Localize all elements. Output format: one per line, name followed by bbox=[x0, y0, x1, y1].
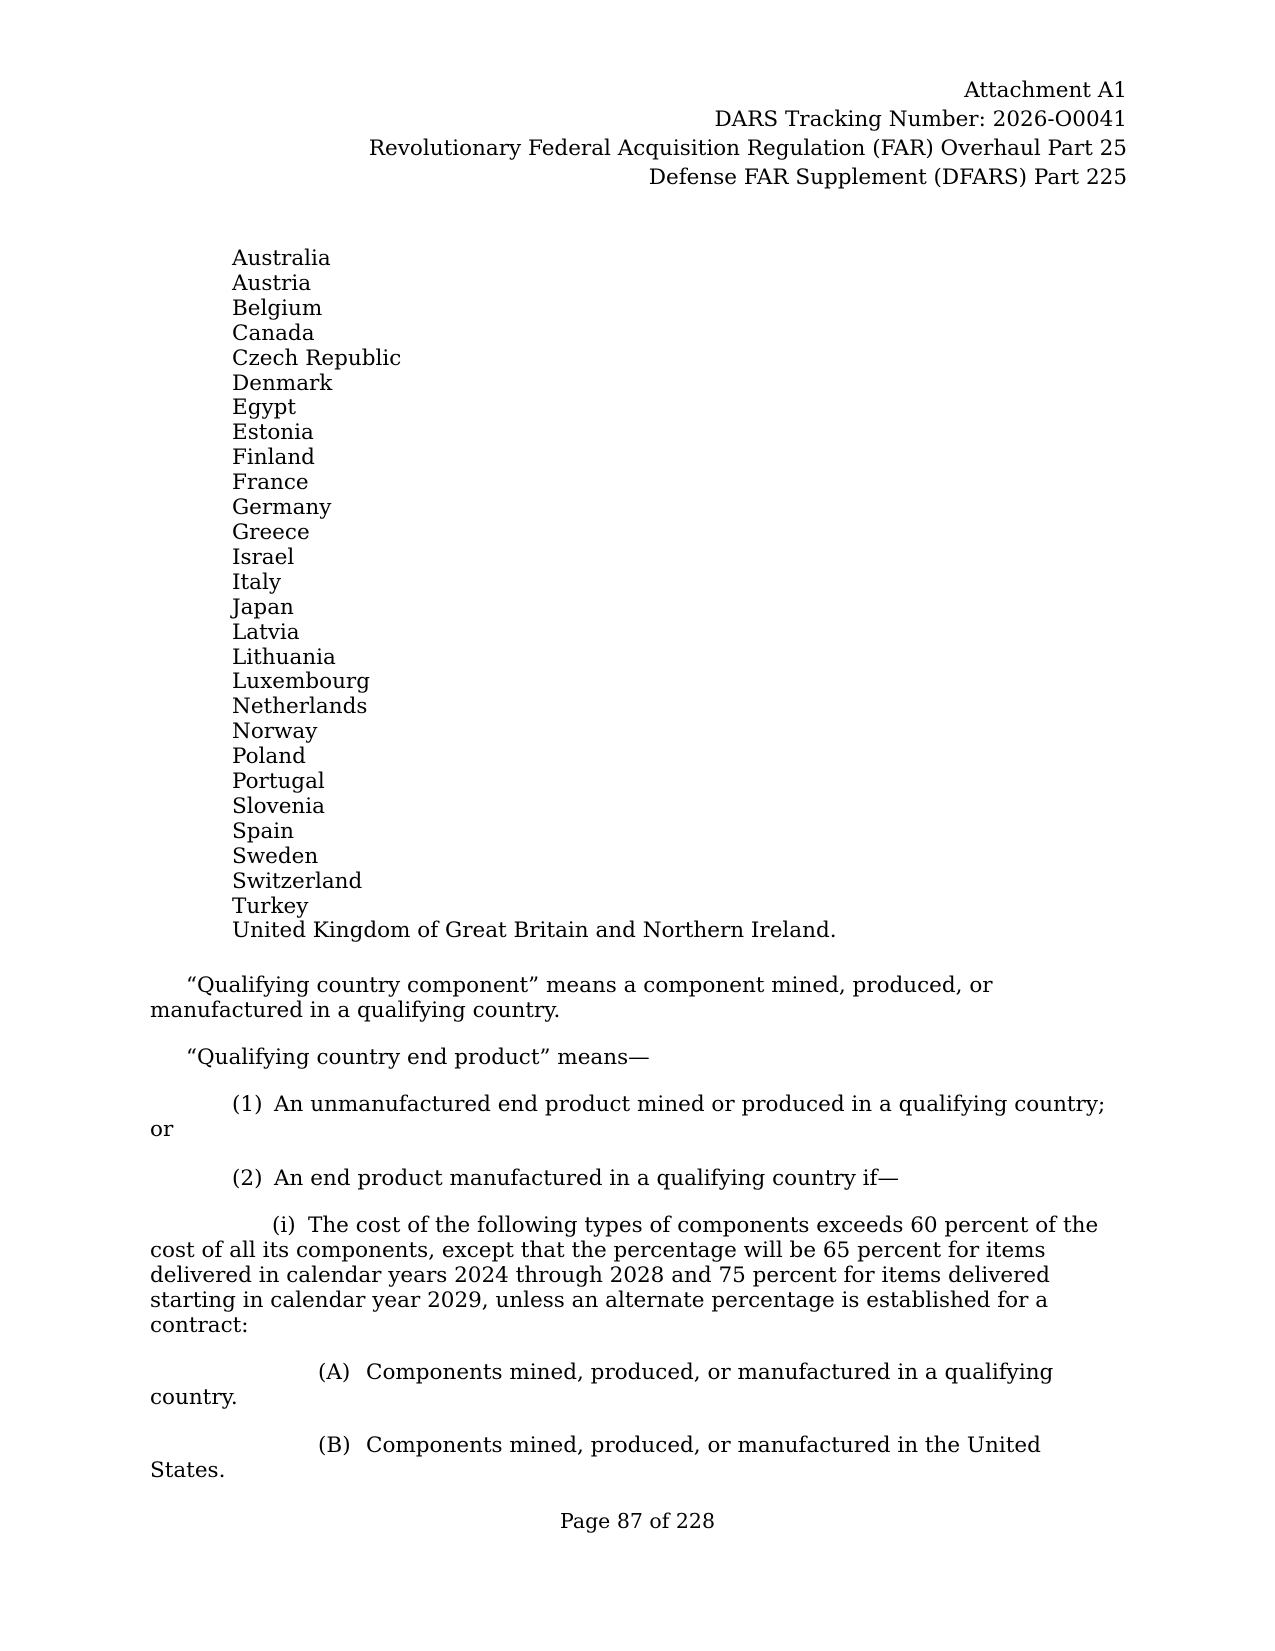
country-list-item: Turkey bbox=[232, 893, 309, 919]
header-attachment: Attachment A1 bbox=[964, 78, 1127, 103]
paragraph-item-2 bbox=[150, 1166, 1120, 1191]
country-list-item: Estonia bbox=[232, 420, 314, 446]
country-list-item: Italy bbox=[232, 569, 281, 595]
item-2-label: (2) bbox=[232, 1166, 263, 1191]
country-list-item: Slovenia bbox=[232, 793, 325, 819]
paragraph-item-B bbox=[150, 1433, 1120, 1483]
paragraph-item-i bbox=[150, 1213, 1120, 1338]
country-list-item: Austria bbox=[232, 270, 312, 296]
item-A-label: (A) bbox=[318, 1360, 351, 1385]
definition-qualifying-country-component: “Qualifying country component” means a component mined, produced, or manufactured in a qualifying country. bbox=[150, 973, 993, 1023]
country-list-item: Egypt bbox=[232, 395, 297, 421]
country-list-item: Sweden bbox=[232, 843, 319, 869]
country-list-item: Belgium bbox=[232, 295, 323, 321]
country-list-item: Latvia bbox=[232, 619, 300, 645]
country-list-item: Czech Republic bbox=[232, 345, 402, 371]
country-list-item: Australia bbox=[232, 246, 331, 271]
definition-qualifying-country-end-product: “Qualifying country end product” means— bbox=[186, 1045, 650, 1070]
header-dfars-part: Defense FAR Supplement (DFARS) Part 225 bbox=[648, 165, 1127, 190]
country-list-item: France bbox=[232, 470, 309, 496]
page-header bbox=[369, 76, 1127, 192]
country-list-item: Portugal bbox=[232, 769, 325, 795]
item-1-label: (1) bbox=[232, 1092, 263, 1117]
item-B-label: (B) bbox=[318, 1433, 351, 1458]
country-list-item: Greece bbox=[232, 519, 310, 545]
item-2-text: An end product manufactured in a qualifying country if— bbox=[274, 1166, 900, 1191]
country-list-item: Lithuania bbox=[232, 644, 336, 670]
country-list-item: United Kingdom of Great Britain and Northern Ireland. bbox=[232, 918, 837, 944]
header-far-part: Revolutionary Federal Acquisition Regulation (FAR) Overhaul Part 25 bbox=[368, 136, 1127, 161]
item-i-text: The cost of the following types of components exceeds 60 percent of the cost of all its components, except that the percentage will be 65 percent for items delivered in calendar years 2024 through 2028 and 75 percent for items delivered starting in calendar year 2029, unless an alternate percentage is established for a contract: bbox=[150, 1213, 1099, 1338]
country-list-item: Netherlands bbox=[232, 694, 368, 720]
country-list-item: Japan bbox=[232, 594, 294, 620]
item-A-text: Components mined, produced, or manufactured in a qualifying country. bbox=[150, 1360, 1054, 1410]
header-tracking-number: DARS Tracking Number: 2026-O0041 bbox=[714, 107, 1127, 132]
country-list-item: Finland bbox=[232, 445, 315, 471]
country-list-item: Israel bbox=[232, 544, 295, 570]
qualifying-country-list bbox=[232, 247, 837, 944]
country-list-item: Norway bbox=[232, 719, 318, 745]
country-list-item: Poland bbox=[232, 744, 306, 770]
item-B-text: Components mined, produced, or manufactured in the United States. bbox=[150, 1433, 1041, 1483]
country-list-item: Canada bbox=[232, 320, 315, 346]
country-list-item: Germany bbox=[232, 495, 332, 521]
country-list-item: Switzerland bbox=[232, 868, 363, 894]
page-number: Page 87 of 228 bbox=[559, 1509, 716, 1533]
country-list-item: Luxembourg bbox=[232, 669, 370, 695]
paragraph-item-A bbox=[150, 1360, 1120, 1410]
paragraph-item-1 bbox=[150, 1092, 1120, 1142]
country-list-item: Spain bbox=[232, 818, 295, 844]
item-i-label: (i) bbox=[272, 1213, 296, 1238]
country-list-item: Denmark bbox=[232, 370, 333, 396]
item-1-text: An unmanufactured end product mined or produced in a qualifying country; or bbox=[150, 1092, 1106, 1142]
